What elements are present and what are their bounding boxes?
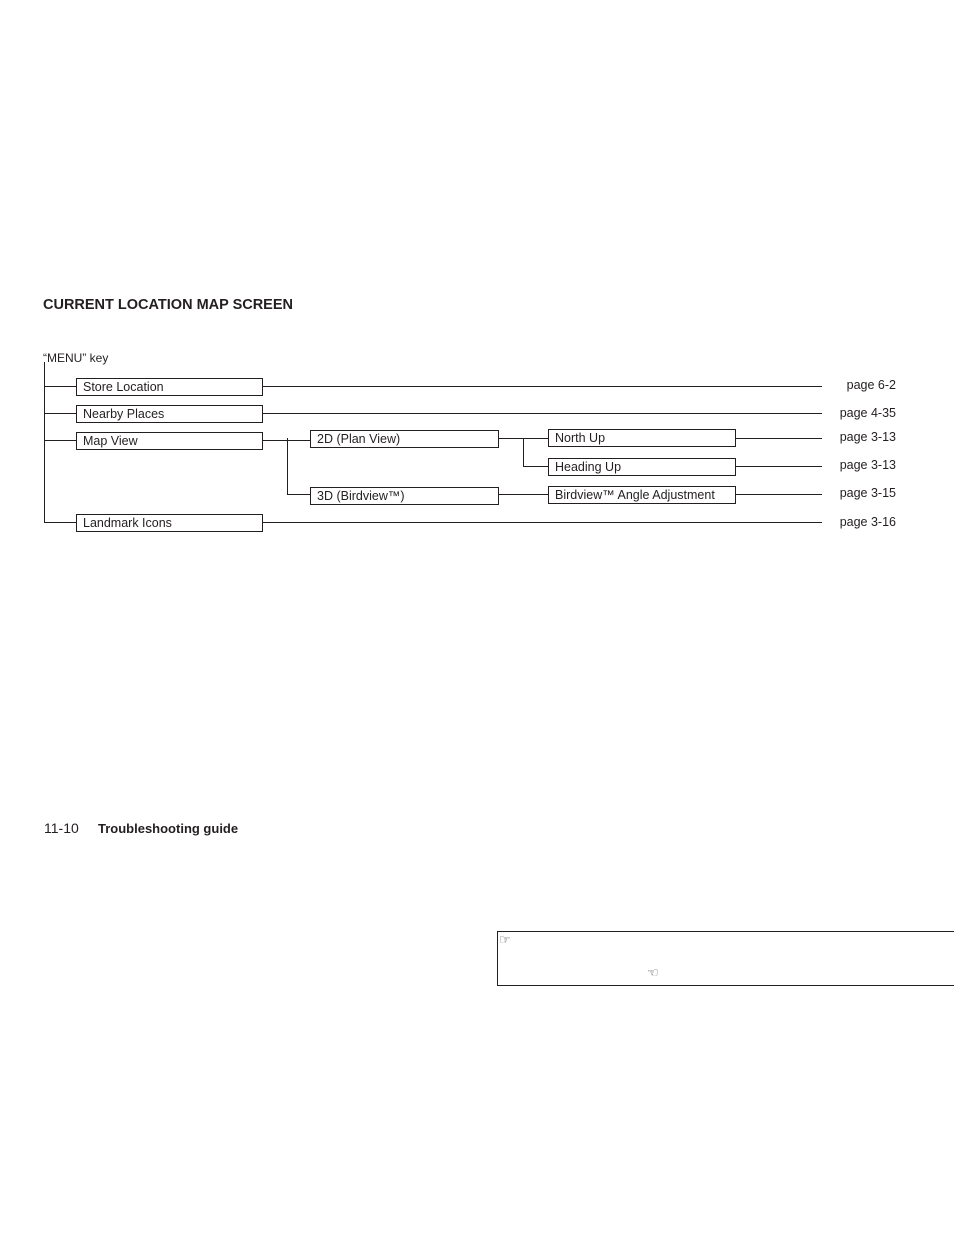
landmark-icons-box: Landmark Icons xyxy=(76,514,263,532)
page-ref-nearby-places: page 4-35 xyxy=(839,406,896,420)
footer-page-number: 11-10 xyxy=(44,820,79,836)
north-up-box: North Up xyxy=(548,429,736,447)
menu-key-label: “MENU” key xyxy=(43,351,109,365)
section-title: CURRENT LOCATION MAP SCREEN xyxy=(43,297,293,313)
nearby-places-box: Nearby Places xyxy=(76,405,263,423)
store-location-box: Store Location xyxy=(76,378,263,396)
pointing-hand-right-icon: ☞ xyxy=(499,932,511,947)
reference-note-box xyxy=(497,931,954,986)
page-ref-store-location: page 6-2 xyxy=(846,378,896,392)
pointing-hand-left-icon: ☜ xyxy=(647,965,659,980)
birdview-box: 3D (Birdview™) xyxy=(310,487,499,505)
page-ref-birdview-angle: page 3-15 xyxy=(839,486,896,500)
birdview-angle-box: Birdview™ Angle Adjustment xyxy=(548,486,736,504)
plan-view-box: 2D (Plan View) xyxy=(310,430,499,448)
page-ref-landmark-icons: page 3-16 xyxy=(839,515,896,529)
page-ref-north-up: page 3-13 xyxy=(839,430,896,444)
page-ref-heading-up: page 3-13 xyxy=(839,458,896,472)
footer-section-title: Troubleshooting guide xyxy=(98,821,239,836)
heading-up-box: Heading Up xyxy=(548,458,736,476)
map-view-box: Map View xyxy=(76,432,263,450)
